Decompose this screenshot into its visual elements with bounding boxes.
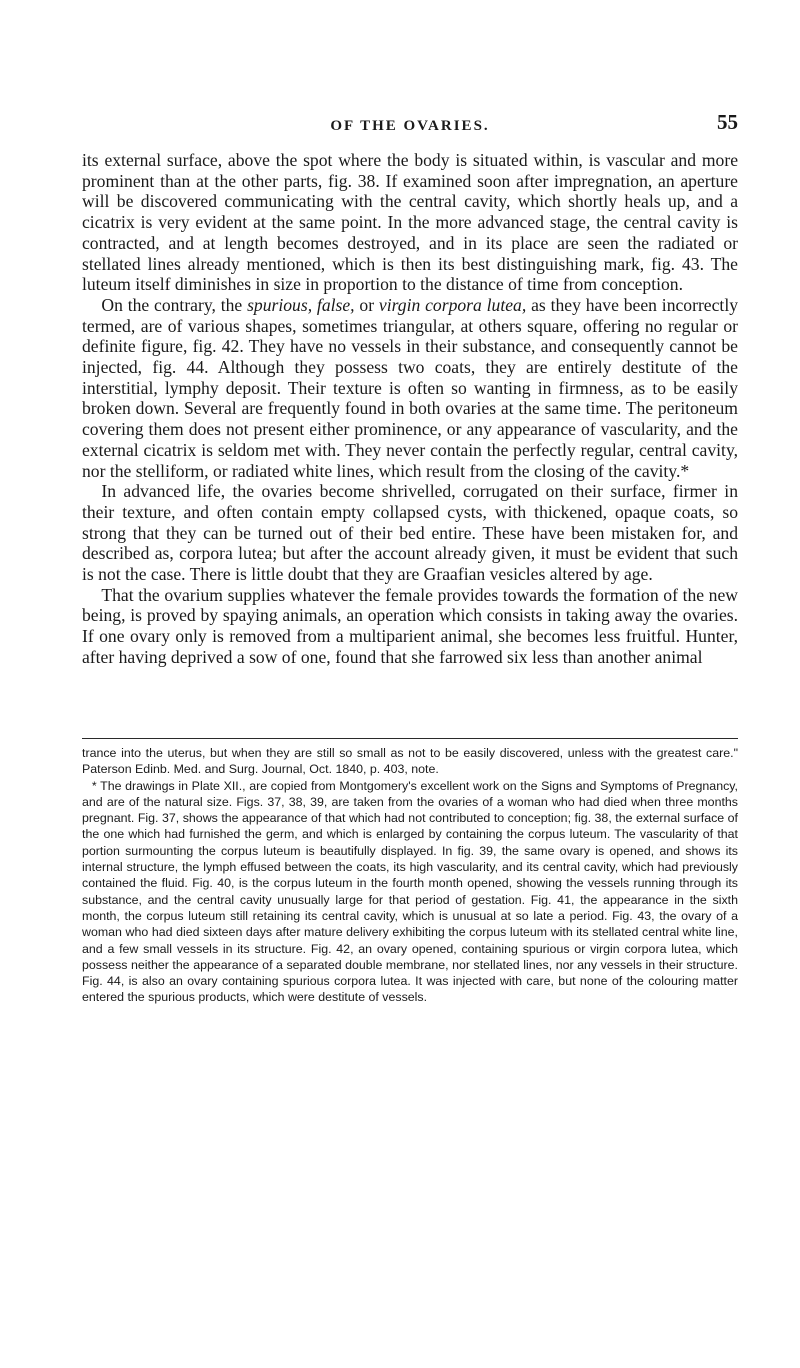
paragraph-1-text: its external surface, above the spot where the body is situated within, is vascular and more prominent than at the other parts, fig. 38. If examined soon after impregnation, an aperture will be discovered communicating with the central cavity, which shortly heals up, and a cicatrix is very evident at the same point. In the more advanced stage, the central cavity is contracted, and at length becomes destroyed, and in its place are seen the radiated or stellated lines already mentioned, which is then its best distinguishing mark, fig. 43. The luteum itself diminishes in size in proportion to the distance of time from conception. <box>82 150 738 295</box>
paragraph-4-text: That the ovarium supplies whatever the female provides towards the formation of the new being, is proved by spaying animals, an operation which consists in taking away the ovaries. If one ovary only is removed from a multiparient animal, she becomes less fruitful. Hunter, after having deprived a sow of one, found that she farrowed six less than another animal <box>82 584 738 667</box>
footnote-star: * The drawings in Plate XII., are copied from Montgomery's excellent work on the Signs and Symptoms of Pregnancy, and are of the natural size. Figs. 37, 38, 39, are taken from the ovaries of a woman who had died when three months pregnant. Fig. 37, shows the appearance of that which had not contributed to conception; fig. 38, the external surface of the one which had furnished the germ, and which is enlarged by containing the corpus luteum. The vascularity of that portion surmounting the corpus luteum is beautifully displayed. In fig. 39, the same ovary is opened, and shows its internal structure, the lymph effused between the coats, its high vascularity, and its central cavity, which had previously contained the fluid. Fig. 40, is the corpus luteum in the fourth month opened, showing the vessels running through its substance, and the central cavity unusually large for that period of gestation. Fig. 41, the appearance in the sixth month, the corpus luteum still retaining its central cavity, which is unusual at so late a period. Fig. 43, the ovary of a woman who had died sixteen days after mature delivery exhibiting the corpus luteum with its stellated central white line, and a few small vessels in its structure. Fig. 42, an ovary opened, containing spurious or virgin corpora lutea, which possess neither the appearance of a separated double membrane, nor stellated lines, nor any vessels in their structure. Fig. 44, is also an ovary containing spurious corpora lutea. It was injected with care, but none of the colouring matter entered the spurious products, which were destitute of vessels. <box>82 778 738 1005</box>
footnote-divider <box>82 738 738 739</box>
paragraph-2 <box>82 295 738 481</box>
paragraph-2-text-c: as they have been incorrectly termed, are of various shapes, sometimes triangular, at others square, offering no regular or definite figure, fig. 42. They have no vessels in their substance, and consequently cannot be injected, fig. 44. Although they possess two coats, they are entirely destitute of the interstitial, lymphy deposit. Their texture is often so wanting in firmness, as to be easily broken down. Several are frequently found in both ovaries at the same time. The peritoneum covering them does not present either prominence, or any appearance of vascularity, and the external cicatrix is seldom met with. They never contain the perfectly regular, central cavity, nor the stelliform, or radiated white lines, which result from the closing of the cavity.* <box>82 294 739 481</box>
running-title: OF THE OVARIES. <box>330 118 490 134</box>
paragraph-3 <box>82 481 738 585</box>
paragraph-2-italic: spurious, false, <box>247 294 355 315</box>
page-number: 55 <box>717 110 738 134</box>
paragraph-3-text: In advanced life, the ovaries become shrivelled, corrugated on their surface, firmer in their texture, and often contain empty collapsed cysts, with thickened, opaque coats, so strong that they can be turned out of their bed entire. These have been mistaken for, and described as, corpora lutea; but after the account already given, it must be evident that such is not the case. There is little doubt that they are Graafian vesicles altered by age. <box>82 481 738 585</box>
paragraph-2-text-a: On the contrary, the <box>101 294 248 315</box>
footnotes <box>82 745 738 1006</box>
paragraph-2-italic-2: virgin corpora lutea, <box>378 294 527 315</box>
paragraph-2-text-b: or <box>354 294 379 315</box>
paragraph-4 <box>82 585 738 668</box>
running-header <box>82 110 738 140</box>
body-text <box>82 150 738 668</box>
footnote-continuation: trance into the uterus, but when they are still so small as not to be easily discovered, unless with the greatest care." Paterson Edinb. Med. and Surg. Journal, Oct. 1840, p. 403, note. <box>82 746 738 777</box>
paragraph-1 <box>82 150 738 295</box>
